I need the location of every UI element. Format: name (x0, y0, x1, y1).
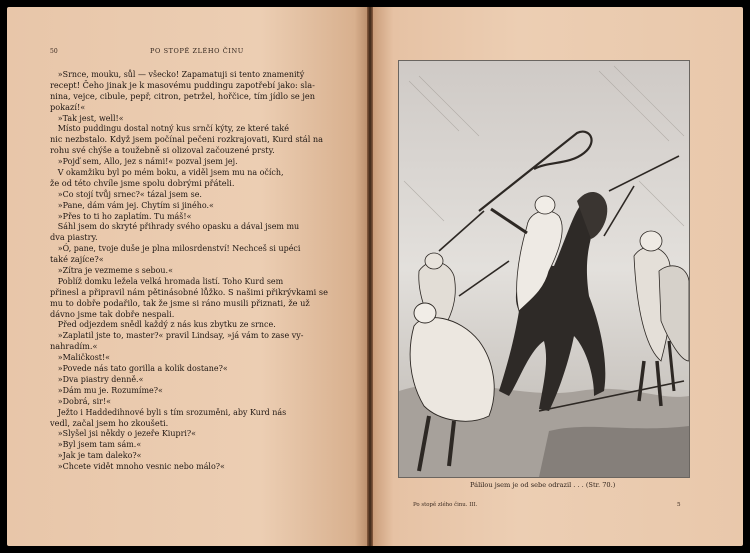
text-line: vedl, začal jsem ho zkoušeti. (50, 417, 169, 428)
text-line: »Přes to ti ho zaplatím. Tu máš!« (57, 210, 192, 221)
page-number-left: 50 (50, 48, 58, 55)
text-line: dávno jsme tak dobře nespali. (50, 308, 175, 319)
text-line: »Slyšel jsi někdy o jezeře Kiupri?« (57, 428, 197, 439)
running-head: PO STOPĚ ZLÉHO ČINU (150, 47, 244, 55)
text-line: »Ó, pane, tvoje duše je plna milosrdenství! Nechceš si upéci (57, 243, 301, 254)
text-line: »Dva piastry denně.« (57, 373, 144, 384)
text-line: rohu své chýše a toužebně si olizoval začouzené prsty. (50, 145, 275, 156)
text-line: »Byl jsem tam sám.« (57, 439, 142, 450)
text-line: dva piastry. (50, 232, 98, 243)
text-line: »Srnce, mouku, sůl — všecko! Zapamatuji si tento znamenitý (57, 69, 305, 79)
text-line: »Zítra je vezmeme s sebou.« (57, 265, 173, 276)
text-line: Před odjezdem snědl každý z nás kus zbytku ze srnce. (57, 319, 276, 330)
text-line: že od této chvíle jsme spolu dobrými přáteli. (50, 177, 235, 188)
text-line: »Pojď sem, Allo, jez s námi!« pozval jsem jej. (57, 156, 238, 167)
text-line: mu to dobře podařilo, tak že jsme si ráno musili přiznati, že už (50, 297, 310, 308)
text-line: také zajíce?« (50, 254, 104, 265)
text-line: Místo puddingu dostal notný kus srnčí kýty, ze které také (57, 123, 289, 134)
signature-mark: Po stopě zlého činu. III. (413, 502, 478, 508)
text-line: nahradím.« (50, 341, 98, 352)
text-line: »Zaplatil jste to, master?« pravil Lindsay, »já vám to zase vy- (57, 330, 304, 341)
illustration (398, 60, 690, 478)
text-line: »Maličkost!« (57, 352, 111, 363)
text-line: »Dám mu je. Rozumíme?« (57, 384, 163, 395)
text-line: recept! Čeho jinak je k masovému puddingu zapotřebí jako: sla- (50, 79, 315, 90)
text-line: pokazí!« (50, 101, 86, 112)
illustration-caption: Pálilou jsem je od sebe odrazil . . . (Str. 70.) (470, 481, 616, 489)
text-line: »Jak je tam daleko?« (57, 450, 142, 461)
illustration-engraving (399, 61, 689, 477)
text-line: Sáhl jsem do skryté přihrady svého opasku a dával jsem mu (57, 221, 300, 232)
body-text (50, 69, 340, 472)
text-line: »Tak jest, well!« (57, 112, 124, 123)
sheet-number: 5 (677, 502, 681, 508)
book-gutter (367, 7, 373, 546)
text-line: »Pane, dám vám jej. Chytím si jiného.« (57, 199, 214, 210)
text-line: »Dobrá, sir!« (57, 395, 112, 406)
text-line: Poblíž domku ležela velká hromada listí. Toho Kurd sem (57, 275, 284, 286)
text-line: nic nezbstalo. Když jsem počínal pečeni rozkrajovati, Kurd stál na (50, 134, 324, 145)
text-line: nina, vejce, cibule, pepř, citron, petržel, hořčice, tím jídlo se jen (50, 90, 316, 101)
text-line: přinesl a připravil nám pětinásobné lůžko. S našimi přikrývkami se (50, 286, 328, 297)
text-line: Ježto i Haddedihnové byli s tím srozuměni, aby Kurd nás (57, 406, 287, 417)
text-line: »Chcete vidět mnoho vesnic nebo málo?« (57, 461, 225, 472)
text-line: V okamžiku byl po mém boku, a viděl jsem mu na očích, (57, 167, 284, 178)
text-line: »Co stojí tvůj srnec?« tázal jsem se. (57, 188, 202, 199)
text-line: »Povede nás tato gorilla a kolik dostane?« (57, 363, 228, 374)
